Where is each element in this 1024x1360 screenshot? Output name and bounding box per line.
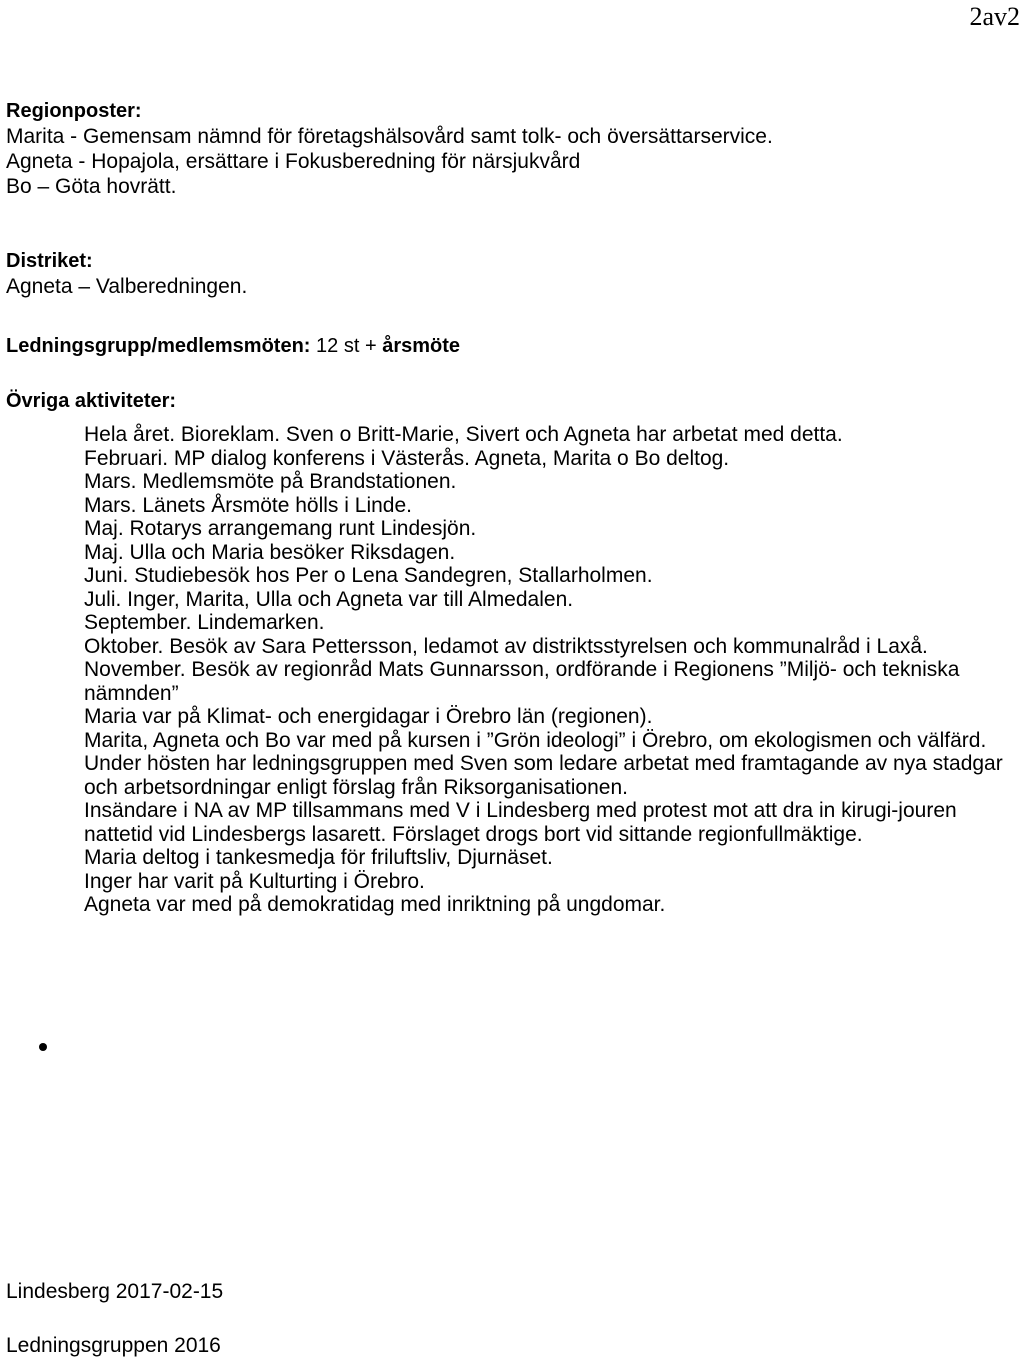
list-item: September. Lindemarken. [84, 611, 325, 634]
list-item: Maj. Ulla och Maria besöker Riksdagen. [84, 540, 456, 564]
activities-heading: Övriga aktiviteter: [6, 390, 177, 412]
list-item: Oktober. Besök av Sara Pettersson, ledamot av distriktsstyrelsen och kommunalråd i Laxå. [84, 634, 928, 658]
meetings-line [6, 333, 1016, 359]
region-line: Agneta - Hopajola, ersättare i Fokusberedning för närsjukvård [6, 150, 581, 173]
meetings-heading: Ledningsgrupp/medlemsmöten: [6, 335, 311, 357]
region-line: Bo – Göta hovrätt. [6, 175, 177, 198]
list-item: Agneta var med på demokratidag med inriktning på ungdomar. [84, 893, 666, 916]
footer-place-date: Lindesberg 2017-02-15 [6, 1280, 224, 1303]
region-section [6, 98, 1016, 199]
list-item: Under hösten har ledningsgruppen med Sven som ledare arbetat med framtagande av nya stadgar och arbetsordningar enligt förslag från Riksorganisationen. [84, 752, 1003, 799]
page-number: 2av2 [969, 2, 1020, 31]
list-item: Mars. Medlemsmöte på Brandstationen. [84, 470, 457, 493]
list-item: Inger har varit på Kulturting i Örebro. [84, 869, 425, 893]
list-item: Februari. MP dialog konferens i Västerås. Agneta, Marita o Bo deltog. [84, 446, 730, 470]
list-item: Insändare i NA av MP tillsammans med V i Lindesberg med protest mot att dra in kirugi-jouren nattetid vid Lindesbergs lasarett. Förslaget drogs bort vid sittande regionfullmäktige. [84, 799, 957, 846]
meetings-count: 12 st + [316, 335, 377, 357]
list-item: Mars. Länets Årsmöte hölls i Linde. [84, 493, 412, 517]
activities-heading-block [6, 388, 1016, 414]
region-line: Marita - Gemensam nämnd för företagshälsovård samt tolk- och översättarservice. [6, 125, 773, 148]
list-item: November. Besök av regionråd Mats Gunnarsson, ordförande i Regionens ”Miljö- och tekniska nämnden” [84, 658, 960, 705]
district-line: Agneta – Valberedningen. [6, 275, 248, 298]
list-item: Maria var på Klimat- och energidagar i Örebro län (regionen). [84, 705, 653, 728]
bullet-icon [39, 1043, 47, 1051]
list-item: Hela året. Bioreklam. Sven o Britt-Marie, Sivert och Agneta har arbetat med detta. [84, 423, 843, 446]
district-section [6, 248, 1016, 299]
list-item: Maria deltog i tankesmedja för friluftsliv, Djurnäset. [84, 846, 553, 869]
list-item: Juli. Inger, Marita, Ulla och Agneta var till Almedalen. [84, 587, 574, 611]
list-item: Marita, Agneta och Bo var med på kursen i ”Grön ideologi” i Örebro, om ekologismen och välfärd. [84, 728, 987, 752]
region-heading: Regionposter: [6, 100, 142, 122]
district-heading: Distriket: [6, 250, 93, 272]
activities-list [84, 423, 1020, 917]
meetings-annual: årsmöte [382, 335, 461, 357]
list-item: Juni. Studiebesök hos Per o Lena Sandegren, Stallarholmen. [84, 564, 653, 587]
footer-signature: Ledningsgruppen 2016 [6, 1334, 221, 1357]
list-item: Maj. Rotarys arrangemang runt Lindesjön. [84, 517, 477, 540]
meetings-section [6, 333, 1016, 359]
